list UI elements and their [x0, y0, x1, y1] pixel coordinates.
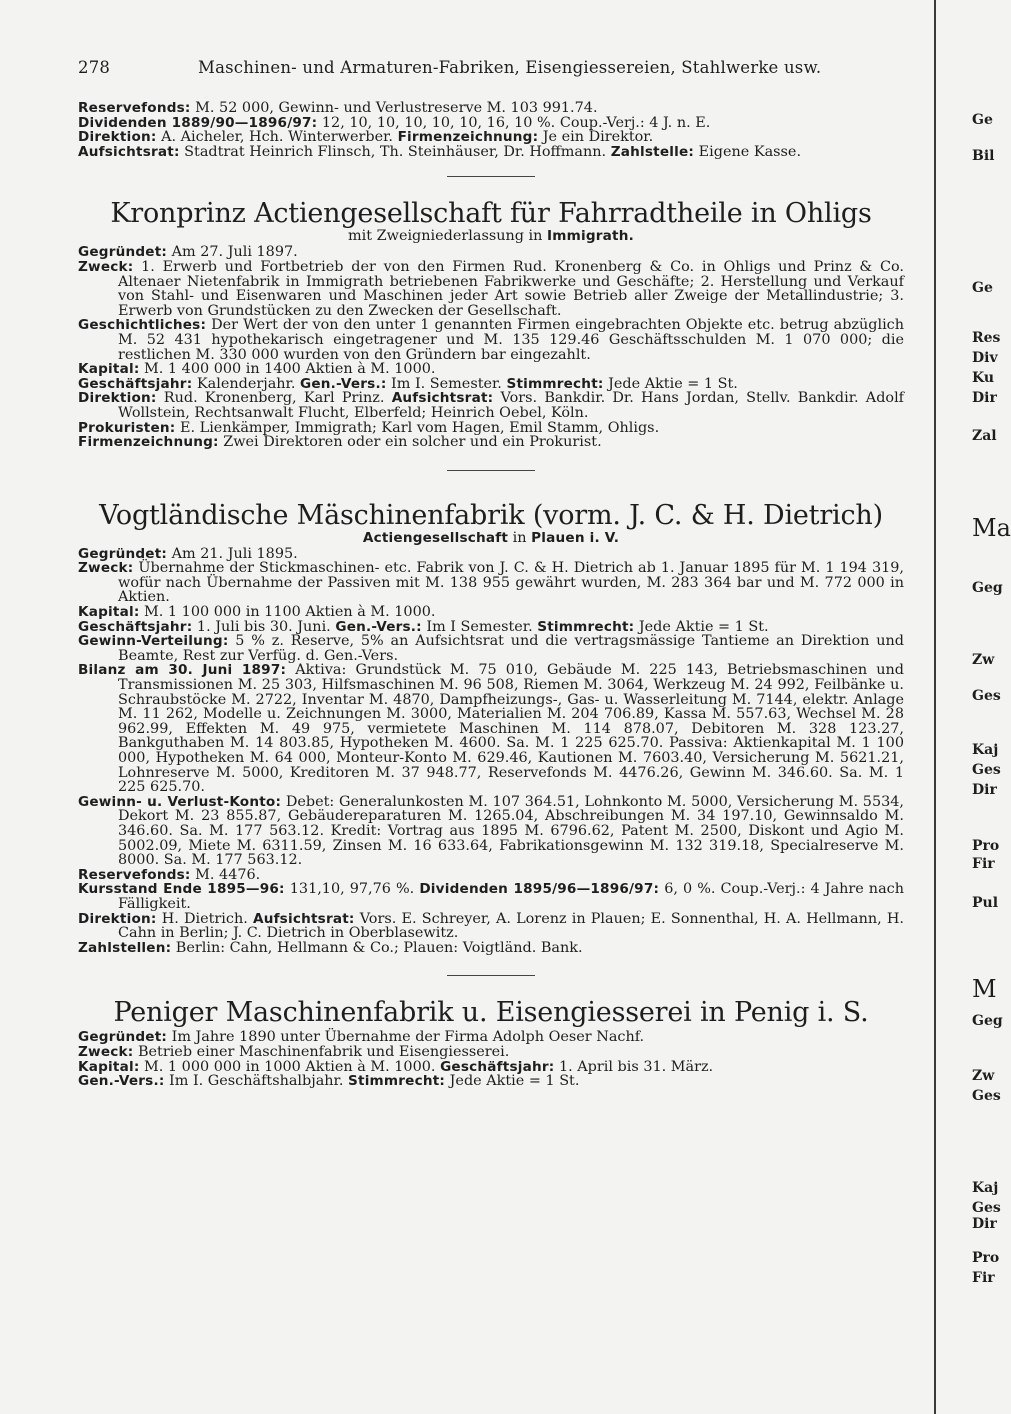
- next-column-fragment: M: [972, 975, 997, 1003]
- next-column-fragment: Zw: [972, 1068, 995, 1084]
- entry-subtitle: mit Zweigniederlassung in Immigrath.: [348, 228, 634, 245]
- next-column-fragment: Ge: [972, 280, 993, 296]
- next-column-fragment: Ge: [972, 112, 993, 128]
- next-column-fragment: Zal: [972, 428, 997, 444]
- page-number: 278: [78, 58, 111, 77]
- entry-kronprinz: Kronprinz Actiengesellschaft für Fahrradtheile in Ohligs mit Zweigniederlassung in Immigrath. Gegründet: Am 27. Juli 1897. Zweck: 1. Erwerb und Fortbetrieb der von den Firmen Rud. Kronenberg & Co. in Ohligs und Prinz & Co. Altenaer Nietenfabrik in Immigrath betriebenen Fabrikwerke und Geschäfte; 2. Herstellung und Verkauf von Stahl- und Eisenwaren und Maschinen jeder Art sowie Betrieb aller Zweige der Metallindustrie; 3. Erwerb von Grundstücken zu den Zwecken der Gesellschaft. Geschichtliches: Der Wert der von den unter 1 genannten Firmen eingebrachten Objekte etc. betrug abzüglich M. 52 431 hypothekarisch eingetragener und M. 135 129.46 Geschäftsschulden M. 1 070 000; die restlichen M. 330 000 wurden von den Gründern bar eingezahlt. Kapital: M. 1 400 000 in 1400 Aktien à M. 1000. Geschäftsjahr: Kalenderjahr. Gen.-Vers.: Im I. Semester. Stimmrecht: Jede Aktie = 1 St. Direktion: Rud. Kronenberg, Karl Prinz. Aufsichtsrat: Vors. Bankdir. Dr. Hans Jordan, Stellv. Bankdir. Adolf Wollstein, Rechtsanwalt Flucht, Elberfeld; Heinrich Oebel, Köln. Prokuristen: E. Lienkämper, Immigrath; Karl vom Hagen, Emil Stamm, Ohligs. Firmenzeichnung: Zwei Direktoren oder ein solcher und ein Prokurist.: [78, 198, 904, 451]
- next-column-fragment: Geg: [972, 1013, 1003, 1029]
- entry-title: Kronprinz Actiengesellschaft für Fahrradtheile in Ohligs: [110, 198, 872, 230]
- next-column-fragment: Fir: [972, 1270, 995, 1286]
- previous-entry-tail: Reservefonds: M. 52 000, Gewinn- und Verlustreserve M. 103 991.74. Dividenden 1889/90—1896/97: 12, 10, 10, 10, 10, 10, 16, 10 %. Coup.-Verj.: 4 J. n. E. Direktion: A. Aicheler, Hch. Winterwerber. Firmenzeichnung: Je ein Direktor. Aufsichtsrat: Stadtrat Heinrich Flinsch, Th. Steinhäuser, Dr. Hoffmann. Zahlstelle: Eigene Kasse.: [78, 100, 802, 160]
- next-column-fragment: Ges: [972, 688, 1001, 704]
- separator-rule: [447, 975, 535, 976]
- entry-title: Vogtländische Mäschinenfabrik (vorm. J. C. & H. Dietrich): [99, 499, 883, 531]
- next-column-fragment: Ges: [972, 1200, 1001, 1216]
- page-body: [78, 58, 904, 1089]
- next-column-fragment: Bil: [972, 148, 995, 164]
- entry-vogtlaendische: Vogtländische Mäschinenfabrik (vorm. J. C. & H. Dietrich) Actiengesellschaft in Plauen i. V. Gegründet: Am 21. Juli 1895. Zweck: Übernahme der Stickmaschinen- etc. Fabrik von J. C. & H. Dietrich ab 1. Januar 1895 für M. 1 194 319, wofür nach Übernahme der Passiven mit M. 138 955 gewährt wurden, M. 283 364 bar und M. 772 000 in Aktien. Kapital: M. 1 100 000 in 1100 Aktien à M. 1000. Geschäftsjahr: 1. Juli bis 30. Juni. Gen.-Vers.: Im I Semester. Stimmrecht: Jede Aktie = 1 St. Gewinn-Verteilung: 5 % z. Reserve, 5% an Aufsichtsrat und die vertragsmässige Tantieme an Direktion und Beamte, Rest zur Verfüg. d. Gen.-Vers. Bilanz am 30. Juni 1897: Aktiva: Grundstück M. 75 010, Gebäude M. 225 143, Betriebsmaschinen und Transmissionen M. 25 303, Hilfsmaschinen M. 96 508, Riemen M. 3064, Werkzeug M. 24 992, Feilbänke u. Schraubstöcke M. 2722, Inventar M. 4870, Dampfheizungs-, Gas- u. Wasserleitung M. 7144, elektr. Anlage M. 11 262, Modelle u. Zeichnungen M. 3000, Materialien M. 204 706.89, Kassa M. 557.63, Wechsel M. 28 962.99, Effekten M. 49 975, vermietete Maschinen M. 114 878.07, Debitoren M. 328 123.27, Bankguthaben M. 14 803.85, Hypotheken M. 4600. Sa. M. 1 225 625.70. Passiva: Aktienkapital M. 1 100 000, Hypotheken M. 64 000, Monteur-Konto M. 629.46, Kautionen M. 7603.40, Versicherung M. 5621.21, Lohnreserve M. 5000, Kreditoren M. 37 948.77, Reservefonds M. 4476.26, Gewinn M. 346.60. Sa. M. 1 225 625.70. Gewinn- u. Verlust-Konto: Debet: Generalunkosten M. 107 364.51, Lohnkonto M. 5000, Versicherung M. 5534, Dekort M. 23 855.87, Gebäudereparaturen M. 1265.04, Abschreibungen M. 34 197.10, Gewinnsaldo M. 346.60. Sa. M. 177 563.12. Kredit: Vortrag aus 1895 M. 6796.62, Patent M. 2500, Diskont und Agio M. 5002.09, Miete M. 6311.59, Zinsen M. 16 633.64, Fabrikationsgewinn M. 132 319.18, Specialreserve M. 8000. Sa. M. 177 563.12. Reservefonds: M. 4476. Kursstand Ende 1895—96: 131,10, 97,76 %. Dividenden 1895/96—1896/97: 6, 0 %. Coup.-Verj.: 4 Jahre nach Fälligkeit. Direktion: H. Dietrich. Aufsichtsrat: Vors. E. Schreyer, A. Lorenz in Plauen; E. Sonnenthal, H. A. Hellmann, H. Cahn in Berlin; J. C. Dietrich in Oberblasewitz. Zahlstellen: Berlin: Cahn, Hellmann & Co.; Plauen: Voigtländ. Bank.: [78, 499, 905, 956]
- next-column-fragment: Ma: [972, 514, 1011, 542]
- next-column-fragment: Fir: [972, 856, 995, 872]
- next-column-fragment: Kaj: [972, 1180, 999, 1196]
- next-column-fragment: Dir: [972, 782, 997, 798]
- next-column-fragment: Res: [972, 330, 1001, 346]
- next-column-fragment: Ges: [972, 1088, 1001, 1104]
- running-title: Maschinen- und Armaturen-Fabriken, Eisengiessereien, Stahlwerke usw.: [198, 58, 822, 77]
- next-column-fragment: Zw: [972, 652, 995, 668]
- next-column-fragment: Div: [972, 350, 998, 366]
- next-column-fragment: Pro: [972, 838, 1000, 854]
- next-column-fragment: Kaj: [972, 742, 999, 758]
- adjacent-page-edge: [934, 0, 1011, 1414]
- entry-subtitle: Actiengesellschaft in Plauen i. V.: [362, 529, 620, 546]
- separator-rule: [447, 470, 535, 471]
- next-column-fragment: Dir: [972, 1216, 997, 1232]
- entry-title: Peniger Maschinenfabrik u. Eisengiesserei in Penig i. S.: [113, 997, 869, 1029]
- separator-rule: [447, 176, 535, 177]
- next-column-fragment: Dir: [972, 390, 997, 406]
- next-column-fragment: Ges: [972, 762, 1001, 778]
- page-gutter-line: [934, 0, 936, 1414]
- next-column-fragment: Ku: [972, 370, 995, 386]
- running-header: [78, 58, 904, 77]
- entry-peniger: Peniger Maschinenfabrik u. Eisengiesserei in Penig i. S. Gegründet: Im Jahre 1890 unter Übernahme der Firma Adolph Oeser Nachf. Zweck: Betrieb einer Maschinenfabrik und Eisengiesserei. Kapital: M. 1 000 000 in 1000 Aktien à M. 1000. Geschäftsjahr: 1. April bis 31. März. Gen.-Vers.: Im I. Geschäftshalbjahr. Stimmrecht: Jede Aktie = 1 St.: [78, 998, 904, 1088]
- next-column-fragment: Pul: [972, 895, 999, 911]
- next-column-fragment: Pro: [972, 1250, 1000, 1266]
- next-column-fragment: Geg: [972, 580, 1003, 596]
